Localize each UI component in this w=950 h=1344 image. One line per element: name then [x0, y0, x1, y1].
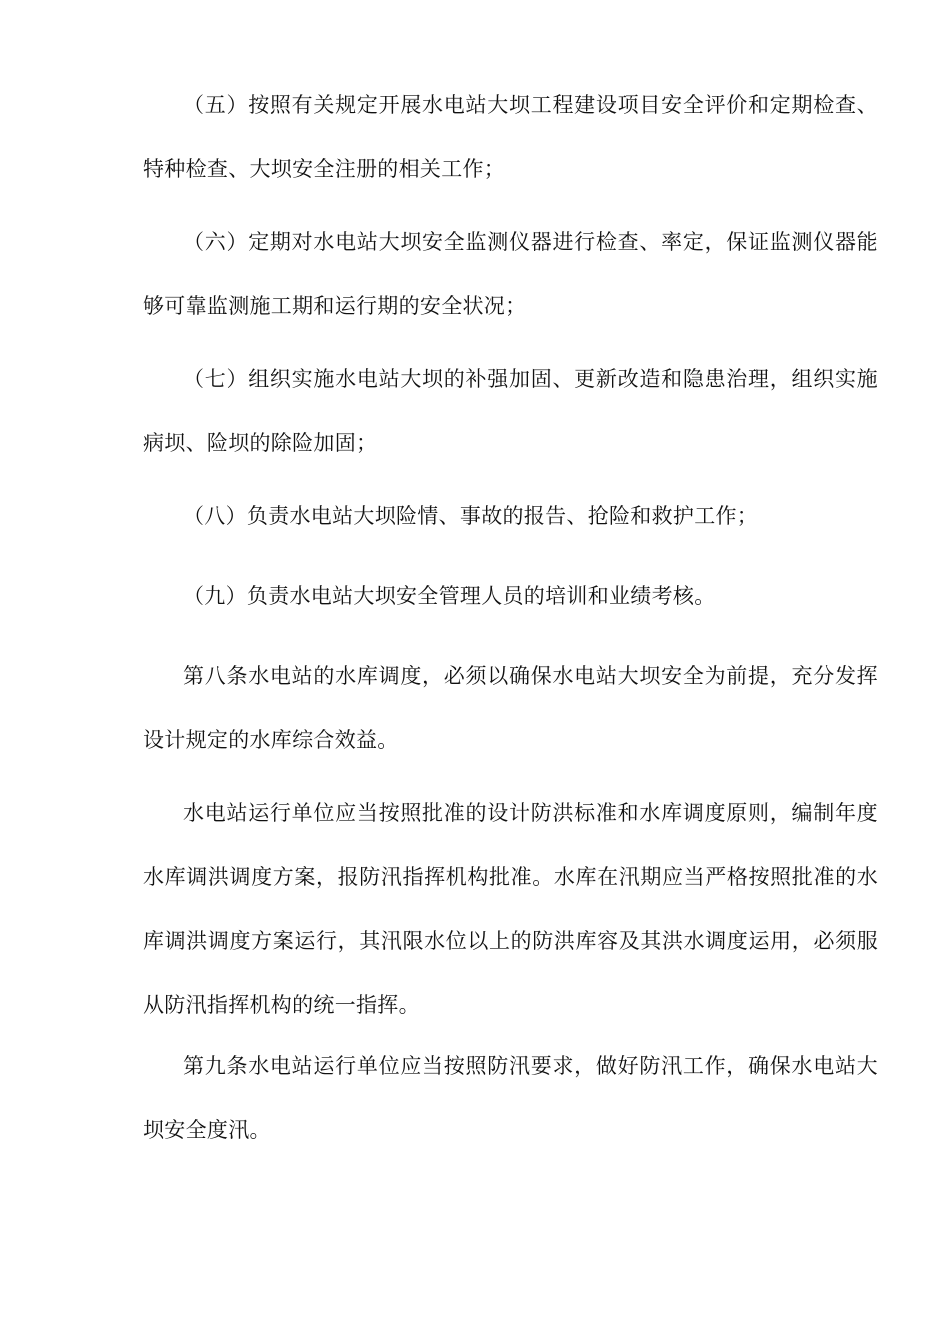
clause-8-paragraph: （八）负责水电站大坝险情、事故的报告、抢险和救护工作； — [183, 504, 759, 528]
clause-5-paragraph: （五）按照有关规定开展水电站大坝工程建设项目安全评价和定期检查、特种检查、大坝安全注册的相关工作； — [143, 93, 878, 181]
clause-6-paragraph: （六）定期对水电站大坝安全监测仪器进行检查、率定，保证监测仪器能够可靠监测施工期和运行期的安全状况； — [143, 230, 878, 318]
article-9-paragraph: 第九条水电站运行单位应当按照防汛要求，做好防汛工作，确保水电站大坝安全度汛。 — [143, 1054, 878, 1142]
article-8-paragraph: 第八条水电站的水库调度，必须以确保水电站大坝安全为前提，充分发挥设计规定的水库综合效益。 — [143, 664, 878, 752]
article-8-detail-paragraph: 水电站运行单位应当按照批准的设计防洪标准和水库调度原则，编制年度水库调洪调度方案，报防汛指挥机构批准。水库在汛期应当严格按照批准的水库调洪调度方案运行，其汛限水位以上的防洪库容及其洪水调度运用，必须服从防汛指挥机构的统一指挥。 — [143, 801, 878, 1017]
clause-7-paragraph: （七）组织实施水电站大坝的补强加固、更新改造和隐患治理，组织实施病坝、险坝的除险加固； — [143, 367, 878, 455]
clause-9-paragraph: （九）负责水电站大坝安全管理人员的培训和业绩考核。 — [183, 584, 716, 608]
